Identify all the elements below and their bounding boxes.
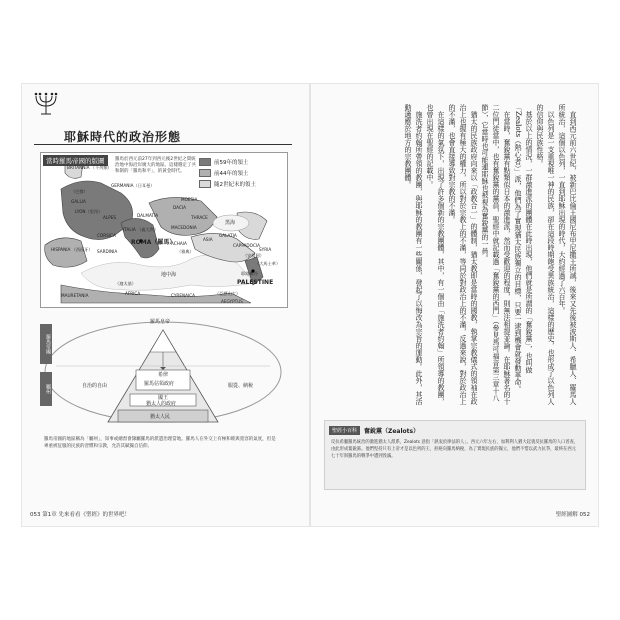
map-place-achaia: ACHAIA [171,241,187,246]
map-note: 羅馬於西元前27年到西元後2世紀之間統治地中海沿岸廣大的地區。這樣穩定了共和制的「羅馬和平」，的黃金時代。 [115,157,196,174]
map-place-asia: ASIA [203,237,213,242]
page-footer-right: 聖經圖解 052 [555,512,590,518]
map-legend [199,158,279,191]
title-divider [34,144,292,145]
map-place-cyrenaica: CYRENAICA [171,293,195,298]
legend-item [199,169,279,177]
map-place-palestine: PALESTINE [237,279,274,286]
glossary-tag: 聖經小百科 [329,426,360,435]
glossary-box [324,420,586,490]
legend-item [199,158,279,166]
glossary-term: 奮銳黨（Zealots） [364,428,420,435]
paragraph: 在當時，奮銳黨有點類似日本的激進派，然而受歡迎的程度，則無法相提並論。在耶穌著名的十二位門徒當中，也有奮銳黨的黨員，聖經中就記載過「奮銳黨的西門」（參見馬可福音第三章十八節），它當時也可能連耶穌也被視為奮銳黨的一員。 [481,104,511,405]
jewish-government-label: 猶太人的政府 [146,401,177,407]
map-place-syria: SYRIA [259,247,272,252]
political-hierarchy-diagram [40,312,286,430]
map-place-black-sea: 黑海 [225,220,236,226]
roman-government-label: 羅馬佔領政府 [144,381,175,387]
map-place-lyon: LYON（里昂） [75,209,103,214]
map-place-macedonia: MACEDONIA [171,225,197,230]
right-page [310,84,598,526]
map-place-cappadocia: CAPPADOCIA [233,243,260,248]
glossary-header [329,425,419,436]
map-label: 當時羅馬帝國的版圖 [43,155,108,166]
legend-swatch [199,169,211,177]
map-place-athens: （雅典） [177,249,194,254]
map-place-antioch: （安提阿） [243,253,264,258]
province-tag: 屬州 [40,372,52,406]
left-page [22,84,310,526]
map-place-hispania: HISPANIA （西班牙） [51,247,93,252]
map-place-alexandria: （亞歷山大） [215,291,241,296]
candelabrum-icon [32,90,60,116]
map-place-roma: ROMA（羅馬） [131,239,176,246]
map-place-thrace: THRACE [191,215,208,220]
map-place-africa: AFRICA [125,291,141,296]
legend-item [199,180,279,188]
paragraph: 猶太的民族政府向來以「政教合一」的體制，猶太教即是當時的國教，執掌宗教儀式的領袖在政治上也握有極大的權力，所以對於宗教上的不滿，等同於對政治上的不滿，反過來說，對於政治上的不滿，也會直接導致對宗教的不滿。 [448,104,478,405]
tribute-label: 服從、納稅 [228,383,254,389]
paragraph: 直到西元前六世紀，被新巴比倫王國尼布甲尼撒王所滅，後來又先後被波斯人、希臘人、羅馬人所統治，這個以色列，一直到耶穌出現的時代，大約經過了六百年。 [558,104,577,405]
map-place-egypt: AEGYPTUS [221,299,243,304]
map-place-gallia: GALLIA [71,199,86,204]
map-place-mediterranean: 地中海 [161,272,177,278]
map-place-alpes: ALPES [103,215,117,220]
page-footer-left: 053 第1章 先來看看《聖經》的世界吧！ [30,512,130,518]
diagram-caption: 羅馬帝國的地區稱為「屬州」，知事或總督會隸屬羅馬的派遣治理當地。羅馬人在外交上有極和睦與寬容的氣度，但是專重被征服的民族的習慣和宗教，允許其賦獨自信仰。 [44,437,276,449]
map-place-moesia: MOESIA [181,197,198,202]
paragraph: 基於以上的情況，一群激進派的團體在此時出現，他們就是所謂的「奮銳黨」，也叫做「Zealots（熱心者）」派，他們為了實現猶太民族獨立的目標，只要一逮到機會就發動革命。 [514,104,533,393]
map-place-dacia: DACIA [173,205,186,210]
paragraph: 在這樣的氣氛下，出現了許多個新的宗教團體，其中，有一個由「施洗者約翰」所領導的教團，也曾出現在聖經的記載中。 [426,104,445,405]
glossary-body: 反抗希臘羅馬統治的激進猶太人派系，Zealots 意指「熱衷於律法的人」。西元六年左右，加利利人猶大起義反抗羅馬的人口普查，由此形成奮銳黨。他們堅持只有上帝才是以色列的王，拒絕向羅馬納稅，為了實現民族的獨立，他們不惜以武力抗爭，最終在西元七十年與羅馬的戰爭中遭到毀滅。 [331,440,579,459]
legend-swatch [199,180,211,188]
map-place-jerusalem: 耶路撒冷 [241,271,258,276]
map-place-sardinia: SARDINIA [97,249,118,254]
king-label: 國王 [158,395,169,401]
emperor-label: 羅馬皇帝 [150,319,171,325]
legend-label: 隨2世紀末的領土 [214,182,256,188]
map-place-corsica: CORSICA [97,233,116,238]
roman-empire-tag: 羅馬帝國 [40,324,52,364]
jewish-people-label: 猶太人民 [150,414,171,420]
map-place-carthage: （迦太基） [115,281,136,286]
legend-swatch [199,158,211,166]
legend-label: 前59年的領土 [214,160,249,166]
paragraph: 施洗者約翰所帶領的教團，與耶穌的教團有一些關係，發起了以悔改為宗旨的運動。此外，其活動適應於地方的宗教團體。 [404,104,423,405]
map-place-dalmatia: DALMATIA [137,213,159,218]
book-spread [22,84,598,526]
paragraph: 以色列是一支重視唯一神的民族，卻在這段時期飽受異族統治，這樣的歷史，也形成了以色列人的信仰與民族性格。 [536,104,555,405]
map-place-britannia: BRITANNIA （不列顛） [67,165,112,170]
autonomy-label: 自治的自由 [82,383,108,389]
roman-empire-map [40,152,288,308]
chapter-title: 耶穌時代的政治形態 [64,130,182,144]
map-place-italia: ITALIA （義大利） [123,227,159,232]
map-place-galatia: GALATIA [219,233,237,238]
herod-label: 希律 [158,372,169,378]
map-place-paris: （巴黎） [71,189,88,194]
map-place-damascus: （大馬士革） [255,261,281,266]
legend-label: 前44年的領土 [214,171,249,177]
map-place-germania: GERMANIA（日耳曼） [111,183,155,188]
map-place-mauretania: MAURETANIA [61,293,89,298]
body-text [344,104,578,406]
